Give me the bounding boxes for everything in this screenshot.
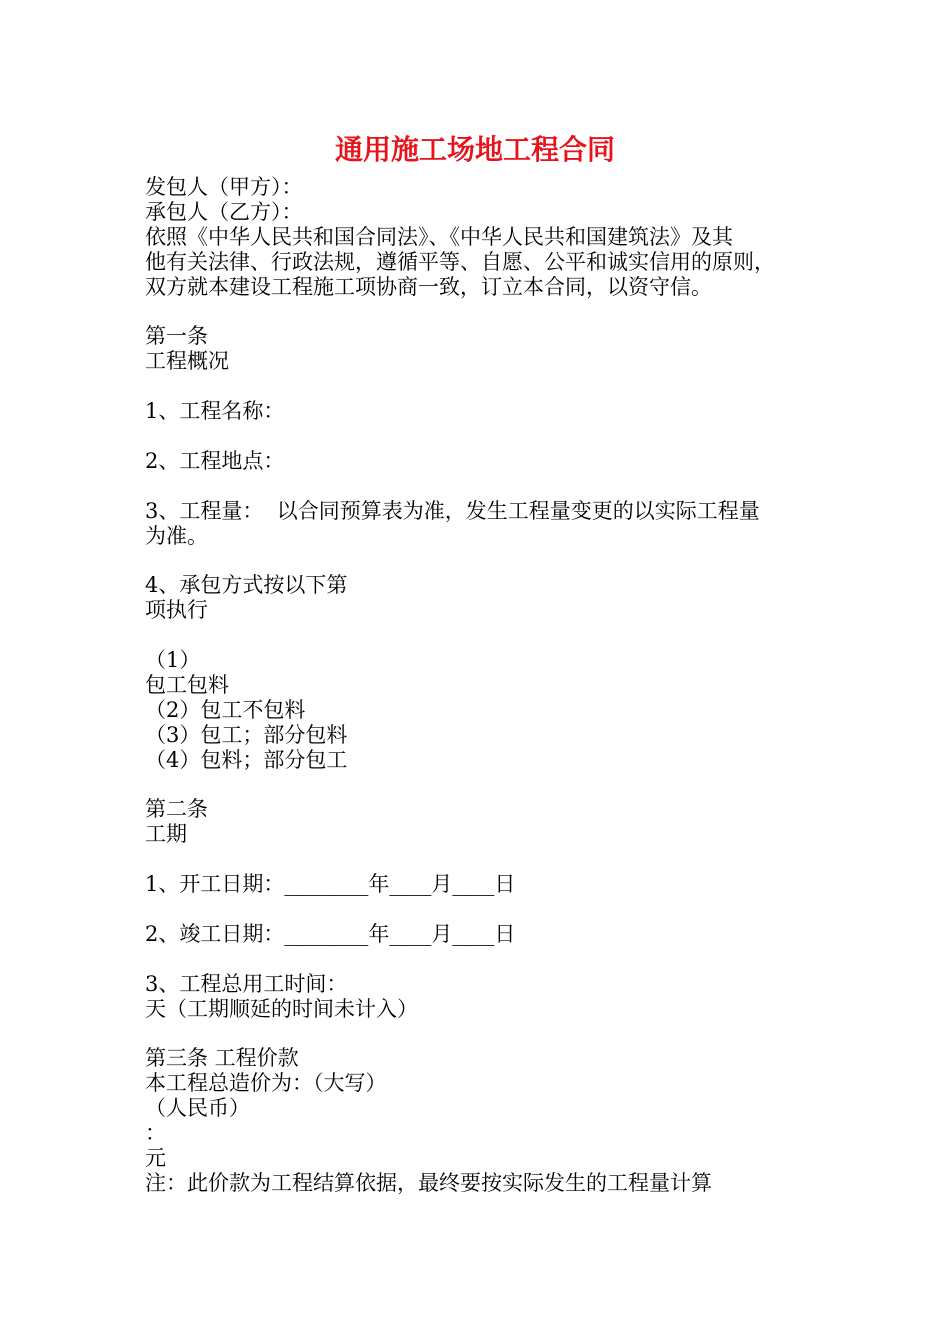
total-time-line-1: 3、工程总用工时间：: [145, 972, 348, 996]
quantity-line-2: 为准。: [145, 524, 208, 548]
rmb-line: （人民币）: [145, 1096, 250, 1120]
option-2: （2）包工不包料: [145, 698, 306, 722]
project-name-line: 1、工程名称：: [145, 399, 285, 423]
article-1-title: 工程概况: [145, 349, 229, 373]
option-1-number: （1）: [145, 648, 201, 672]
article-2-title: 工期: [145, 822, 187, 846]
yuan-line: 元: [145, 1146, 166, 1170]
contract-mode-line-2: 项执行: [145, 598, 208, 622]
article-2-heading: 第二条: [145, 797, 208, 821]
party-b-line: 承包人（乙方）：: [145, 200, 303, 224]
contract-mode-line-1: 4、承包方式按以下第: [145, 573, 348, 597]
preamble-line-3: 双方就本建设工程施工项协商一致，订立本合同，以资守信。: [145, 275, 712, 299]
total-time-line-2: 天（工期顺延的时间未计入）: [145, 997, 418, 1021]
preamble-line-2: 他有关法律、行政法规，遵循平等、自愿、公平和诚实信用的原则，: [145, 250, 775, 274]
document-title: 通用施工场地工程合同: [334, 133, 615, 166]
completion-date-line: 2、竣工日期：________年____月____日: [145, 922, 516, 946]
article-1-heading: 第一条: [145, 324, 208, 348]
project-location-line: 2、工程地点：: [145, 449, 285, 473]
article-3-heading: 第三条 工程价款: [145, 1046, 299, 1070]
option-3: （3）包工；部分包料: [145, 723, 348, 747]
option-4: （4）包料；部分包工: [145, 748, 348, 772]
price-note-line: 注：此价款为工程结算依据，最终要按实际发生的工程量计算: [145, 1171, 712, 1195]
colon-line: ：: [145, 1121, 166, 1145]
option-1-text: 包工包料: [145, 673, 229, 697]
quantity-line-1: 3、工程量： 以合同预算表为准，发生工程量变更的以实际工程量: [145, 499, 760, 523]
preamble-line-1: 依照《中华人民共和国合同法》、《中华人民共和国建筑法》及其: [145, 225, 733, 249]
start-date-line: 1、开工日期：________年____月____日: [145, 872, 516, 896]
party-a-line: 发包人（甲方）：: [145, 175, 303, 199]
total-price-line: 本工程总造价为：（大写）: [145, 1071, 387, 1095]
